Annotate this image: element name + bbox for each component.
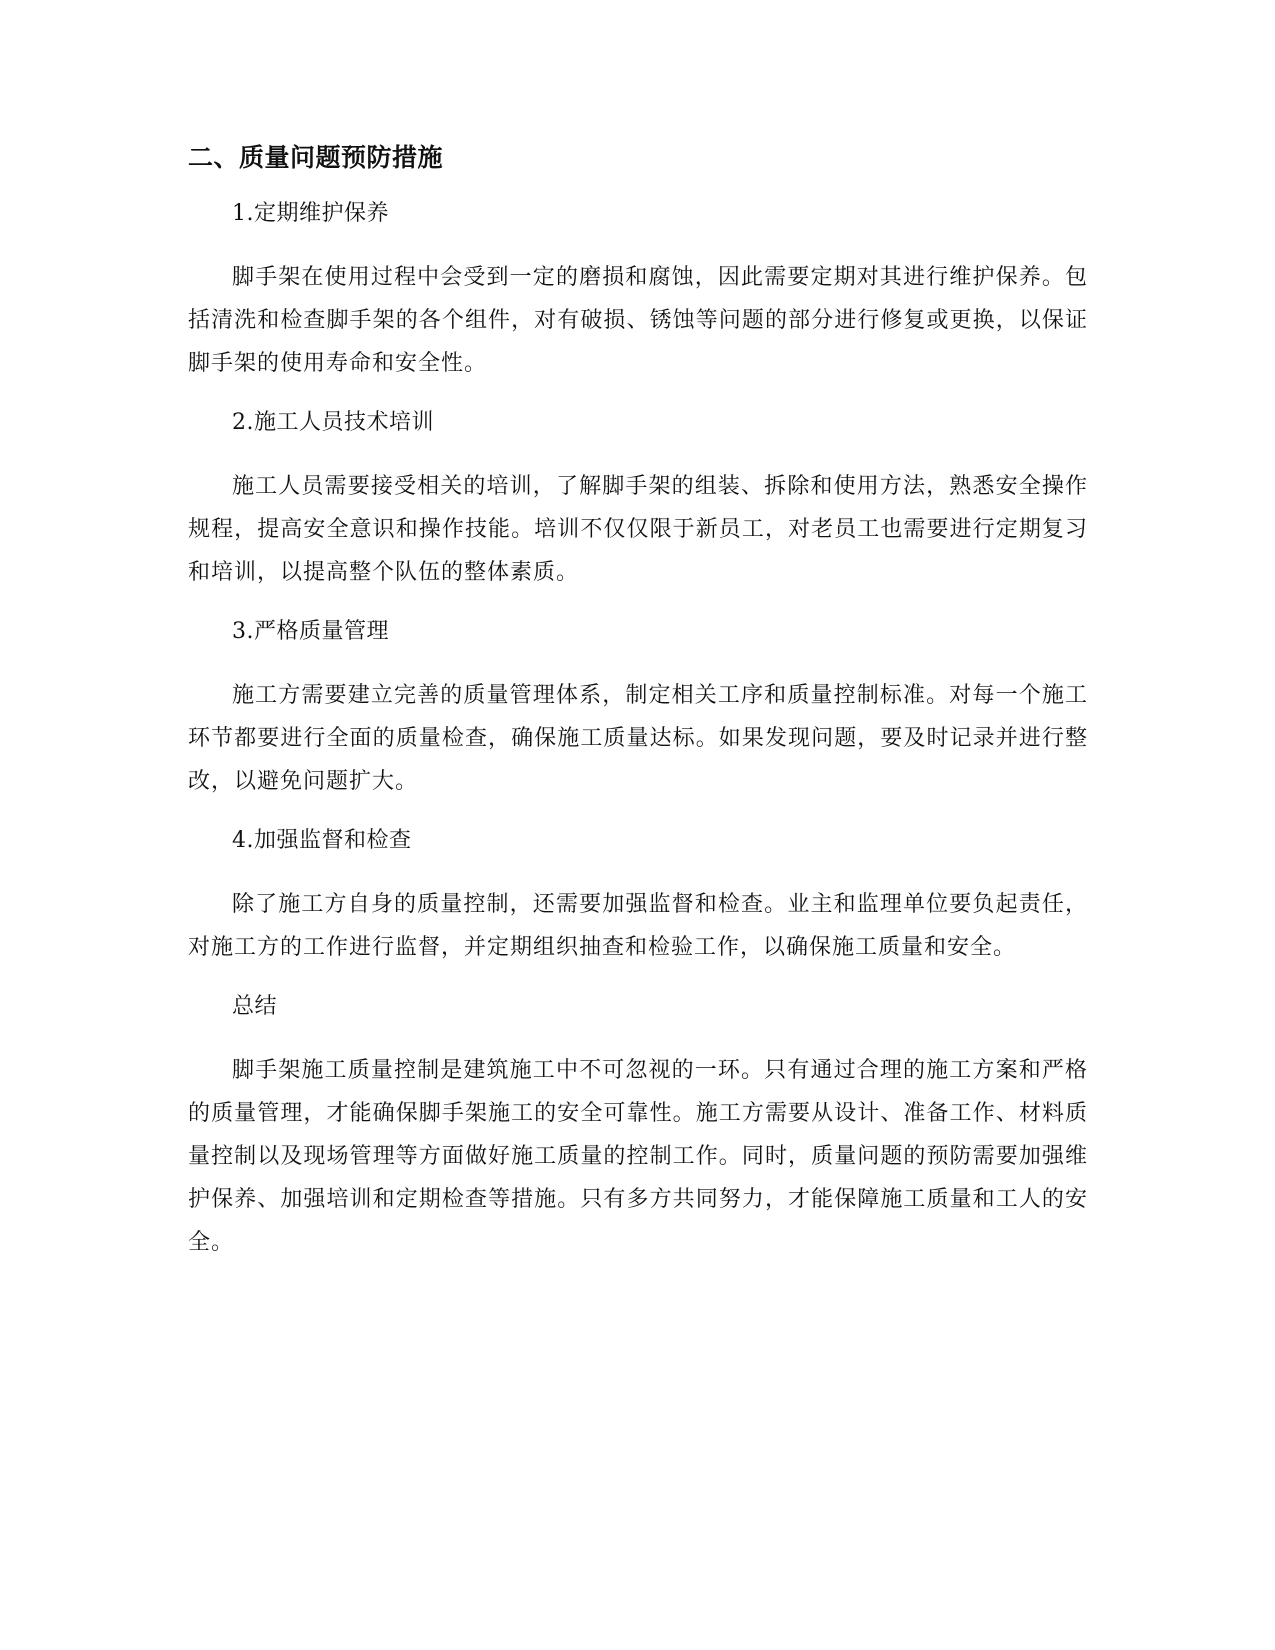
subheading-training: 2.施工人员技术培训 bbox=[232, 410, 434, 435]
subheading-supervision: 4.加强监督和检查 bbox=[232, 828, 412, 853]
paragraph-supervision: 除了施工方自身的质量控制，还需要加强监督和检查。业主和监理单位要负起责任，对施工方的工作进行监督，并定期组织抽查和检验工作，以确保施工质量和安全。 bbox=[188, 892, 1088, 960]
subheading-quality-management: 3.严格质量管理 bbox=[232, 619, 389, 644]
subheading-maintenance: 1.定期维护保养 bbox=[232, 201, 389, 226]
paragraph-summary: 脚手架施工质量控制是建筑施工中不可忽视的一环。只有通过合理的施工方案和严格的质量管理，才能确保脚手架施工的安全可靠性。施工方需要从设计、准备工作、材料质量控制以及现场管理等方面做好施工质量的控制工作。同时，质量问题的预防需要加强维护保养、加强培训和定期检查等措施。只有多方共同努力，才能保障施工质量和工人的安全。 bbox=[188, 1058, 1088, 1255]
subheading-summary: 总结 bbox=[232, 994, 278, 1019]
paragraph-quality-management: 施工方需要建立完善的质量管理体系，制定相关工序和质量控制标准。对每一个施工环节都要进行全面的质量检查，确保施工质量达标。如果发现问题，要及时记录并进行整改，以避免问题扩大。 bbox=[188, 683, 1088, 794]
paragraph-maintenance: 脚手架在使用过程中会受到一定的磨损和腐蚀，因此需要定期对其进行维护保养。包括清洗和检查脚手架的各个组件，对有破损、锈蚀等问题的部分进行修复或更换，以保证脚手架的使用寿命和安全性。 bbox=[188, 265, 1088, 376]
section-title: 二、质量问题预防措施 bbox=[188, 143, 444, 172]
paragraph-training: 施工人员需要接受相关的培训，了解脚手架的组装、拆除和使用方法，熟悉安全操作规程，提高安全意识和操作技能。培训不仅仅限于新员工，对老员工也需要进行定期复习和培训，以提高整个队伍的整体素质。 bbox=[188, 474, 1088, 585]
document-content bbox=[188, 140, 1088, 1286]
